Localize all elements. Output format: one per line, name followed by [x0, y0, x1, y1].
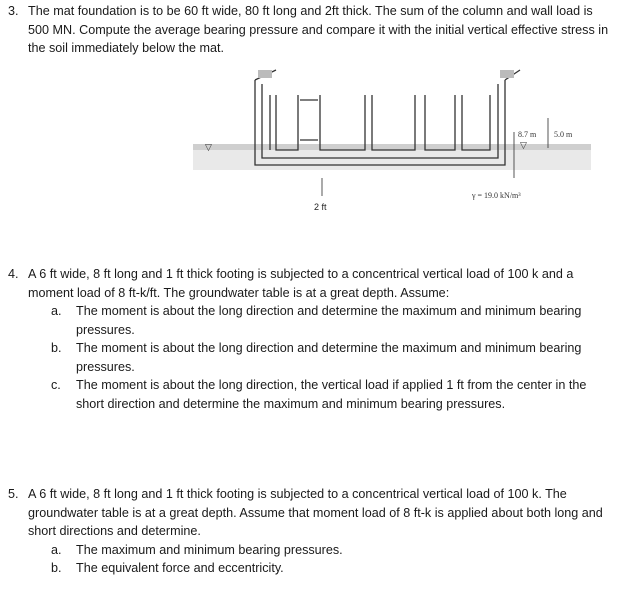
list-item-letter: a. — [51, 542, 62, 557]
problem-3-text: The mat foundation is to be 60 ft wide, 80 ft long and 2ft thick. The sum of the column and wall load is 500 MN. Compute the average bearing pressure and compare it with the initial vertical effective stress in the soil immediately below the mat. — [28, 4, 609, 55]
thickness-label: 2 ft — [314, 202, 327, 212]
list-item-text: The moment is about the long direction, the vertical load if applied 1 ft from the center in the short direction and determine the maximum and minimum bearing pressures. — [76, 378, 587, 411]
list-item — [28, 559, 611, 578]
wall-cap-left — [258, 70, 272, 78]
list-item-letter: b. — [51, 341, 62, 355]
list-item-text: The moment is about the long direction and determine the maximum and minimum bearing pressures. — [76, 304, 582, 337]
ground-band-top — [193, 144, 591, 150]
list-item-text: The equivalent force and eccentricity. — [76, 561, 284, 575]
list-item-letter: b. — [51, 561, 62, 575]
water-table-icon: ▽ — [520, 140, 527, 150]
list-item — [28, 302, 611, 339]
problem-4-text: A 6 ft wide, 8 ft long and 1 ft thick footing is subjected to a concentrical vertical load of 100 k and a moment load of 8 ft-k/ft. The groundwater table is at a great depth. Assume: — [28, 267, 574, 300]
water-table-icon: ▽ — [205, 142, 212, 152]
list-item — [28, 339, 611, 376]
list-item — [28, 541, 611, 560]
unit-weight-label: γ = 19.0 kN/m³ — [472, 191, 521, 200]
problem-5-text: A 6 ft wide, 8 ft long and 1 ft thick footing is subjected to a concentrical vertical load of 100 k. The groundwater table is at a great depth. Assume that moment load of 8 ft-k is applied about both long and short directions and determine. — [28, 487, 603, 538]
problem-4-number: 4. — [8, 267, 19, 281]
problem-5-number: 5. — [8, 487, 19, 501]
problem-3-number: 3. — [8, 4, 19, 18]
gwt-depth-label: 5.0 m — [554, 130, 573, 139]
list-item-text: The maximum and minimum bearing pressures. — [76, 542, 343, 557]
problem-5 — [8, 485, 611, 578]
list-item-letter: c. — [51, 378, 61, 392]
ground-band — [193, 150, 591, 170]
problem-4 — [8, 265, 611, 413]
depth-label: 8.7 m — [518, 130, 537, 139]
wall-cap-right — [500, 70, 514, 78]
list-item-text: The moment is about the long direction and determine the maximum and minimum bearing pressures. — [76, 341, 582, 374]
list-item-letter: a. — [51, 304, 62, 318]
list-item — [28, 376, 611, 413]
